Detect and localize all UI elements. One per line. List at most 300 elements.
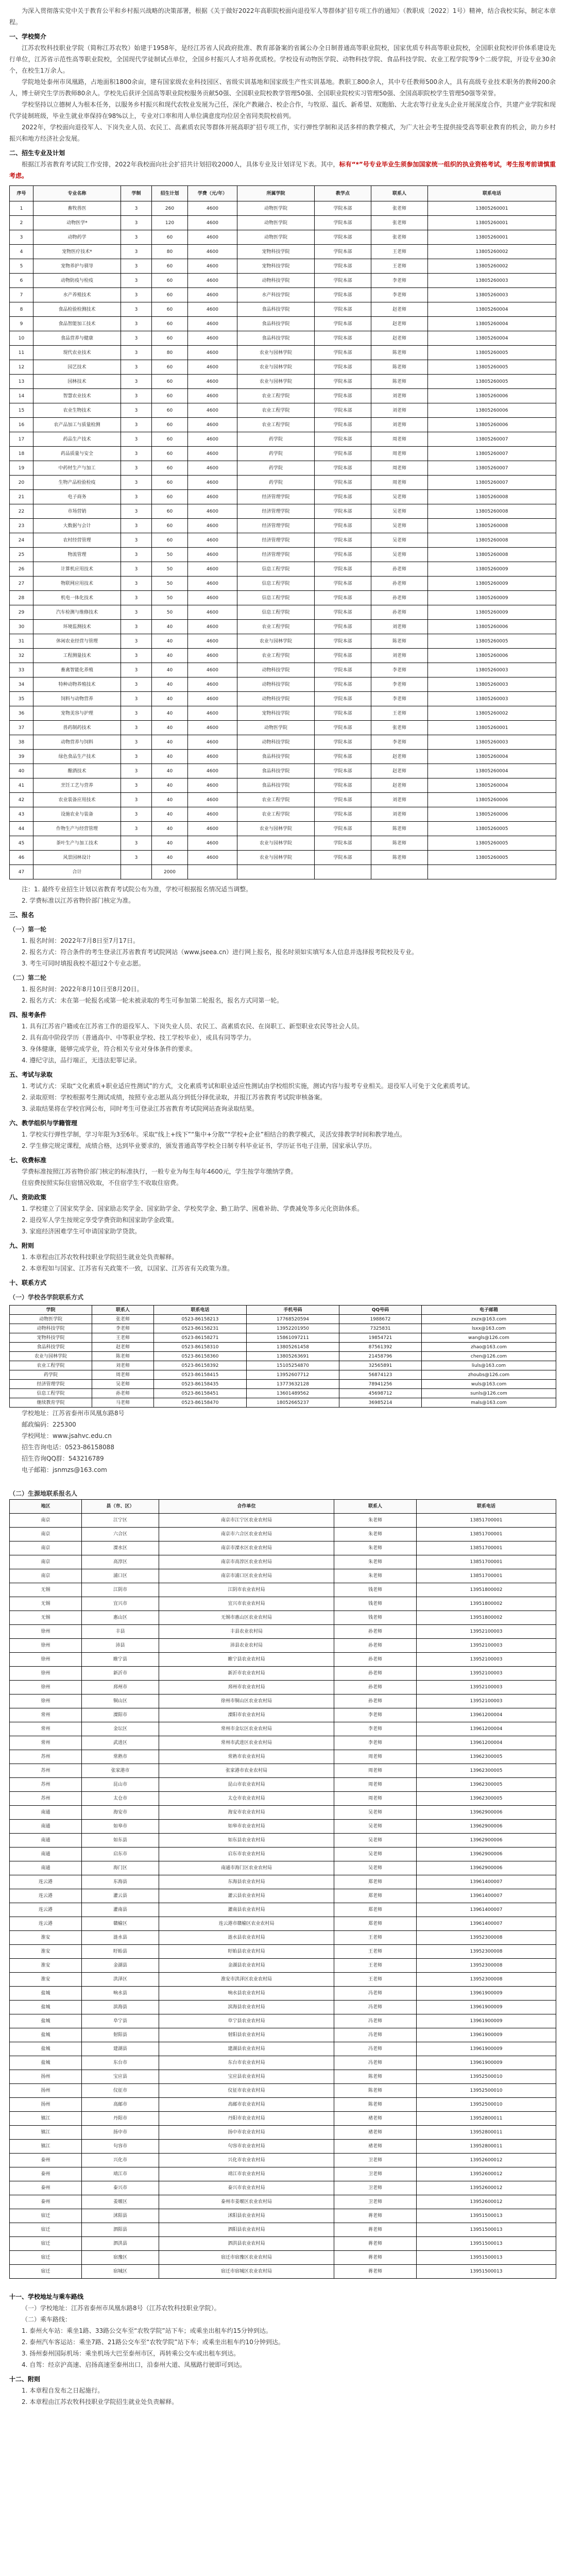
- table-cell: 李老师: [371, 663, 428, 677]
- table-cell: 高邮市: [82, 2098, 159, 2112]
- table-cell: 60: [152, 504, 188, 519]
- table-cell: 4600: [188, 216, 237, 230]
- table-cell: 徐州: [10, 1653, 82, 1667]
- table-cell: 13805260005: [428, 634, 556, 649]
- table-cell: 13952800011: [417, 2126, 556, 2140]
- table-cell: 无锡: [10, 1597, 82, 1611]
- table-cell: 4600: [188, 605, 237, 620]
- table-cell: 40: [152, 807, 188, 822]
- table-cell: 13961900009: [417, 2028, 556, 2042]
- table-row: [10, 1569, 556, 1583]
- table-cell: 刘老师: [92, 1361, 154, 1370]
- table-cell: 4600: [188, 591, 237, 605]
- table-cell: 大数据与会计: [33, 519, 121, 533]
- table-cell: 4600: [188, 288, 237, 302]
- table-cell: 药学院: [237, 432, 315, 447]
- table-cell: 4600: [188, 793, 237, 807]
- table-cell: 陈老师: [334, 2070, 417, 2084]
- table-cell: 学院本部: [315, 201, 371, 216]
- table-cell: 16: [10, 418, 33, 432]
- table-row: [10, 432, 556, 447]
- s11-para: 1. 泰州火车站：乘坐1路、33路公交车至“农牧学院”站下车；或乘坐出租车约15分钟到达。: [22, 2327, 272, 2334]
- table-cell: 13961200004: [417, 1708, 556, 1722]
- table-cell: 盱眙县: [82, 1945, 159, 1959]
- table-row: [10, 360, 556, 375]
- table-cell: 蒋老师: [334, 2237, 417, 2251]
- table-cell: 金湖县: [82, 1959, 159, 1973]
- table-cell: zhoubs@126.com: [422, 1370, 556, 1380]
- table-cell: 蒋老师: [334, 2251, 417, 2265]
- table-cell: 13961400007: [417, 1917, 556, 1931]
- table-cell: 13951500013: [417, 2251, 556, 2265]
- table-cell: 29: [10, 605, 33, 620]
- table-cell: 畜牧兽医: [33, 201, 121, 216]
- table-cell: 40: [152, 822, 188, 836]
- table-cell: 机电一体化技术: [33, 591, 121, 605]
- table-row: [10, 1834, 556, 1848]
- table-cell: 4600: [188, 807, 237, 822]
- table-cell: 50: [152, 548, 188, 562]
- table-cell: 农业与园林学院: [237, 822, 315, 836]
- table-cell: 经济管理学院: [237, 548, 315, 562]
- school-info: 电子邮箱：jsnmzs@163.com: [22, 1466, 107, 1473]
- table-cell: 扬州: [10, 2098, 82, 2112]
- table-cell: 赵老师: [92, 1343, 154, 1352]
- table-cell: 陈老师: [371, 375, 428, 389]
- table-cell: 2000: [152, 865, 188, 879]
- table-cell: 44: [10, 822, 33, 836]
- table-row: [10, 1343, 556, 1352]
- table-cell: 3: [121, 201, 152, 216]
- table-row: [10, 216, 556, 230]
- table-row: [10, 375, 556, 389]
- table-cell: 3: [121, 764, 152, 778]
- table-cell: 13952300008: [417, 1959, 556, 1973]
- table-cell: 吴老师: [371, 519, 428, 533]
- table-cell: 宝应县农业农村局: [159, 2070, 334, 2084]
- table-cell: 动物科技学院: [10, 1324, 92, 1333]
- table-row: [10, 418, 556, 432]
- table-row: [10, 1903, 556, 1917]
- table-cell: 13805260002: [428, 259, 556, 274]
- table-cell: 苏州: [10, 1778, 82, 1792]
- table-cell: 常熟市农业农村局: [159, 1750, 334, 1764]
- table-cell: 马老师: [92, 1398, 154, 1408]
- table-cell: mals@163.com: [422, 1398, 556, 1408]
- table-cell: 60: [152, 533, 188, 548]
- plan-table-header: [10, 186, 556, 201]
- table-cell: zxzx@163.com: [422, 1315, 556, 1324]
- table-row: [10, 1352, 556, 1361]
- table-row: [10, 1315, 556, 1324]
- table-cell: 药学院: [237, 447, 315, 461]
- table-cell: 继续教育学院: [10, 1398, 92, 1408]
- column-header: 联系电话: [428, 186, 556, 201]
- s3-item: 1. 报名时间：2022年8月10日至8月20日。: [22, 986, 143, 993]
- table-cell: 经济管理学院: [237, 519, 315, 533]
- table-cell: zhao@163.com: [422, 1343, 556, 1352]
- table-row: [10, 2265, 556, 2279]
- table-cell: 孙老师: [371, 562, 428, 577]
- table-cell: 13952600012: [417, 2154, 556, 2167]
- table-cell: 无锡: [10, 1611, 82, 1625]
- table-cell: 海安市农业农村局: [159, 1806, 334, 1820]
- table-cell: 动物科技学院: [237, 677, 315, 692]
- table-cell: 学院本部: [315, 504, 371, 519]
- table-cell: 5: [10, 259, 33, 274]
- table-cell: 13805260003: [428, 663, 556, 677]
- table-cell: 13952201950: [247, 1324, 339, 1333]
- table-cell: 7: [10, 288, 33, 302]
- table-cell: 农业装备应用技术: [33, 793, 121, 807]
- table-cell: 10: [10, 331, 33, 346]
- table-cell: 3: [121, 591, 152, 605]
- table-row: [10, 389, 556, 403]
- s5-para: 3. 录取结果将在学校官网公布，同时考生可登录江苏省教育考试院网站查询录取结果。: [22, 1105, 259, 1112]
- table-cell: 赵老师: [371, 778, 428, 793]
- table-cell: [315, 865, 371, 879]
- table-cell: 食品营养与健康: [33, 331, 121, 346]
- table-cell: 李老师: [371, 274, 428, 288]
- table-cell: 仪征市: [82, 2084, 159, 2098]
- table-cell: 动物科技学院: [237, 735, 315, 750]
- table-cell: 13805260008: [428, 504, 556, 519]
- table-cell: 南京市六合区农业农村局: [159, 1528, 334, 1541]
- table-cell: 4600: [188, 274, 237, 288]
- table-cell: 如皋市: [82, 1820, 159, 1834]
- table-cell: 动物医学院: [10, 1315, 92, 1324]
- table-cell: 3: [121, 259, 152, 274]
- table-row: [10, 2140, 556, 2154]
- table-cell: 铜山区: [82, 1694, 159, 1708]
- table-row: [10, 1708, 556, 1722]
- table-cell: 4600: [188, 317, 237, 331]
- table-cell: 兽药制药技术: [33, 721, 121, 735]
- table-row: [10, 1324, 556, 1333]
- table-row: [10, 1722, 556, 1736]
- table-row: [10, 1931, 556, 1945]
- table-cell: 赵老师: [371, 317, 428, 331]
- table-cell: 13805260002: [428, 706, 556, 721]
- table-cell: 学院本部: [315, 375, 371, 389]
- table-cell: 新沂市: [82, 1667, 159, 1681]
- table-cell: 13962300005: [417, 1750, 556, 1764]
- table-cell: 17768520594: [247, 1315, 339, 1324]
- table-cell: 3: [121, 750, 152, 764]
- table-cell: 13952300008: [417, 1973, 556, 1987]
- table-cell: 启东市: [82, 1848, 159, 1861]
- table-cell: 13952100003: [417, 1694, 556, 1708]
- table-cell: 惠山区: [82, 1611, 159, 1625]
- table-cell: 吴老师: [334, 1834, 417, 1848]
- table-cell: 学院本部: [315, 317, 371, 331]
- table-cell: 60: [152, 490, 188, 504]
- column-header: 合作单位: [159, 1500, 334, 1514]
- table-cell: 南通: [10, 1834, 82, 1848]
- table-row: [10, 851, 556, 865]
- table-cell: 13851700001: [417, 1528, 556, 1541]
- table-cell: 高邮市农业农村局: [159, 2098, 334, 2112]
- table-cell: 40: [152, 663, 188, 677]
- table-cell: 南通: [10, 1806, 82, 1820]
- table-cell: 宠物养护与驯导: [33, 259, 121, 274]
- table-cell: 13952800011: [417, 2140, 556, 2154]
- table-cell: 19: [10, 461, 33, 476]
- table-cell: 13962900006: [417, 1834, 556, 1848]
- table-cell: 武进区: [82, 1736, 159, 1750]
- table-cell: 1988672: [339, 1315, 422, 1324]
- table-cell: 4600: [188, 721, 237, 735]
- table-cell: 4600: [188, 735, 237, 750]
- table-cell: 13851700001: [417, 1541, 556, 1555]
- table-cell: 动物科技学院: [237, 692, 315, 706]
- table-cell: 南京市溧水区农业农村局: [159, 1541, 334, 1555]
- table-cell: 4600: [188, 562, 237, 577]
- table-cell: 信息工程学院: [237, 605, 315, 620]
- table-cell: 建湖县: [82, 2042, 159, 2056]
- table-cell: 镇江: [10, 2126, 82, 2140]
- table-cell: 连云港: [10, 1917, 82, 1931]
- table-cell: 沭阳县农业农村局: [159, 2209, 334, 2223]
- table-cell: 南通: [10, 1861, 82, 1875]
- table-cell: 4: [10, 245, 33, 259]
- table-row: [10, 1611, 556, 1625]
- table-row: [10, 1667, 556, 1681]
- column-header: 学费（元/年）: [188, 186, 237, 201]
- table-cell: 吴老师: [371, 504, 428, 519]
- table-cell: 盐城: [10, 2001, 82, 2014]
- table-cell: 3: [121, 302, 152, 317]
- table-cell: 园艺技术: [33, 360, 121, 375]
- column-header: 教学点: [315, 186, 371, 201]
- table-cell: 13805260006: [428, 389, 556, 403]
- table-cell: 无锡: [10, 1583, 82, 1597]
- table-cell: 3: [121, 620, 152, 634]
- table-cell: 农业与园林学院: [237, 375, 315, 389]
- table-cell: 信息工程学院: [10, 1389, 92, 1398]
- table-row: [10, 504, 556, 519]
- table-cell: 灌云县: [82, 1889, 159, 1903]
- table-cell: 13952600012: [417, 2181, 556, 2195]
- table-row: [10, 1398, 556, 1408]
- table-cell: 4600: [188, 548, 237, 562]
- section-7-title: 七、收费标准: [9, 1157, 47, 1164]
- table-cell: 13805260004: [428, 778, 556, 793]
- table-cell: 学院本部: [315, 735, 371, 750]
- table-cell: 信息工程学院: [237, 591, 315, 605]
- table-cell: 13952100003: [417, 1681, 556, 1694]
- table-cell: 响水县农业农村局: [159, 1987, 334, 2001]
- school-info: 学校网址：www.jsahvc.edu.cn: [22, 1432, 112, 1439]
- table-cell: 13805260005: [428, 360, 556, 375]
- table-cell: 4600: [188, 375, 237, 389]
- table-cell: 3: [121, 519, 152, 533]
- table-cell: 学院本部: [315, 259, 371, 274]
- table-cell: 学院本部: [315, 216, 371, 230]
- table-row: [10, 1848, 556, 1861]
- table-cell: 宿迁市宿豫区农业农村局: [159, 2251, 334, 2265]
- table-cell: 宿豫区: [82, 2251, 159, 2265]
- table-cell: 4600: [188, 778, 237, 793]
- column-header: 电子邮箱: [422, 1306, 556, 1315]
- table-cell: 13: [10, 375, 33, 389]
- table-cell: 19854721: [339, 1333, 422, 1343]
- table-cell: 宿迁: [10, 2265, 82, 2279]
- table-cell: 9: [10, 317, 33, 331]
- table-cell: 句容市: [82, 2140, 159, 2154]
- table-row: [10, 778, 556, 793]
- table-cell: 周老师: [334, 1778, 417, 1792]
- table-row: [10, 1806, 556, 1820]
- table-cell: 60: [152, 447, 188, 461]
- s6-para: 1. 学校实行弹性学制，学习年限为3至6年。采取“线上+线下”“集中+分散”“学校+企业”相结合的教学模式，灵活安排教学时间和教学地点。: [22, 1131, 406, 1138]
- table-cell: 食品科技学院: [237, 302, 315, 317]
- table-cell: 王老师: [334, 1945, 417, 1959]
- table-row: [10, 1792, 556, 1806]
- table-cell: 宿迁: [10, 2209, 82, 2223]
- table-cell: 邳州市: [82, 1681, 159, 1694]
- table-cell: 3: [121, 375, 152, 389]
- table-cell: 吴老师: [92, 1380, 154, 1389]
- table-cell: 溧阳市农业农村局: [159, 1708, 334, 1722]
- table-cell: 学院本部: [315, 403, 371, 418]
- table-cell: 4600: [188, 634, 237, 649]
- table-cell: 特种动物养殖技术: [33, 677, 121, 692]
- table-cell: 13952100003: [417, 1653, 556, 1667]
- table-cell: 农业与园林学院: [237, 360, 315, 375]
- table-row: [10, 403, 556, 418]
- table-cell: 4600: [188, 461, 237, 476]
- table-cell: 昆山市: [82, 1778, 159, 1792]
- table-cell: 学院本部: [315, 836, 371, 851]
- table-cell: 丰县: [82, 1625, 159, 1639]
- table-cell: 农业工程学院: [237, 793, 315, 807]
- table-cell: 4600: [188, 259, 237, 274]
- table-cell: 学院本部: [315, 418, 371, 432]
- s4-para: 3. 身体健康，能够完成学业，符合相关专业对身体条件的要求。: [22, 1045, 197, 1053]
- table-cell: 0523-86158310: [154, 1343, 247, 1352]
- table-cell: 13805260006: [428, 793, 556, 807]
- table-cell: 经济管理学院: [237, 533, 315, 548]
- section-12-title: 十二、附则: [9, 2376, 41, 2383]
- table-cell: 学院本部: [315, 822, 371, 836]
- table-row: [10, 1889, 556, 1903]
- table-row: [10, 822, 556, 836]
- column-header: 联系人: [371, 186, 428, 201]
- table-cell: 13805260007: [428, 461, 556, 476]
- table-cell: 13805260003: [428, 274, 556, 288]
- table-row: [10, 1514, 556, 1528]
- table-row: [10, 346, 556, 360]
- table-cell: chen@126.com: [422, 1352, 556, 1361]
- table-cell: 4600: [188, 490, 237, 504]
- table-cell: 响水县: [82, 1987, 159, 2001]
- table-row: [10, 649, 556, 663]
- s5-para: 1. 考试方式：采取“文化素质+职业适应性测试”的方式，文化素质考试和职业适应性测试由学校组织实施，测试内容与报考专业相关。退役军人可免于文化素质考试。: [22, 1082, 474, 1090]
- table-cell: 盐城: [10, 1987, 82, 2001]
- table-cell: 40: [152, 793, 188, 807]
- table-cell: 宝应县: [82, 2070, 159, 2084]
- table-cell: 苏州: [10, 1764, 82, 1778]
- table-cell: 41: [10, 778, 33, 793]
- table-cell: 3: [121, 476, 152, 490]
- table-cell: 0523-86158435: [154, 1380, 247, 1389]
- table-cell: 3: [121, 432, 152, 447]
- table-cell: 13805260006: [428, 807, 556, 822]
- s7-para: 学费标准按照江苏省物价部门核定的标准执行，一般专业为每生每年4600元，学生按学年缴纳学费。: [22, 1168, 297, 1175]
- table-cell: 3: [121, 389, 152, 403]
- table-cell: 昆山市农业农村局: [159, 1778, 334, 1792]
- table-cell: 泗阳县: [82, 2223, 159, 2237]
- table-cell: 13805260008: [428, 490, 556, 504]
- table-cell: 刘老师: [371, 793, 428, 807]
- table-cell: 淮安: [10, 1973, 82, 1987]
- table-cell: 徐州: [10, 1625, 82, 1639]
- table-cell: 阜宁县农业农村局: [159, 2014, 334, 2028]
- section-2-title: 二、招生专业及计划: [9, 149, 65, 157]
- table-row: [10, 2084, 556, 2098]
- header-row: [10, 186, 556, 201]
- table-cell: 学院本部: [315, 605, 371, 620]
- table-cell: 动物科技学院: [237, 663, 315, 677]
- table-cell: 射阳县农业农村局: [159, 2028, 334, 2042]
- table-cell: 4600: [188, 533, 237, 548]
- table-cell: 周老师: [334, 1792, 417, 1806]
- table-cell: 4600: [188, 706, 237, 721]
- table-cell: 南京市浦口区农业农村局: [159, 1569, 334, 1583]
- table-cell: 食品科技学院: [10, 1343, 92, 1352]
- table-cell: 40: [10, 764, 33, 778]
- table-cell: 吴老师: [371, 533, 428, 548]
- table-cell: 泰州: [10, 2154, 82, 2167]
- table-cell: 孙老师: [92, 1389, 154, 1398]
- table-cell: 13961900009: [417, 1987, 556, 2001]
- table-cell: 13805260004: [428, 764, 556, 778]
- table-cell: 孙老师: [334, 1681, 417, 1694]
- table-cell: 高淳区: [82, 1555, 159, 1569]
- table-cell: 40: [152, 634, 188, 649]
- table-cell: 13805260004: [428, 750, 556, 764]
- table-row: [10, 2028, 556, 2042]
- table-cell: 张老师: [371, 230, 428, 245]
- school-info: 招生咨询电话：0523-86158088: [22, 1444, 114, 1451]
- table-row: [10, 1625, 556, 1639]
- table-cell: 学院本部: [315, 245, 371, 259]
- table-cell: 泰州: [10, 2181, 82, 2195]
- table-cell: 13961900009: [417, 2042, 556, 2056]
- table-cell: 13952100003: [417, 1667, 556, 1681]
- table-cell: 计算机应用技术: [33, 562, 121, 577]
- table-cell: 4600: [188, 331, 237, 346]
- table-cell: 苏州: [10, 1792, 82, 1806]
- table-row: [10, 1764, 556, 1778]
- table-row: [10, 692, 556, 706]
- table-cell: 21458796: [339, 1352, 422, 1361]
- table-row: [10, 1639, 556, 1653]
- table-cell: 农业工程学院: [237, 807, 315, 822]
- table-cell: 60: [152, 476, 188, 490]
- table-row: [10, 201, 556, 216]
- s4-para: 4. 遵纪守法，品行端正，无违法犯罪记录。: [22, 1057, 141, 1064]
- college-contact-table: [9, 1305, 556, 1408]
- table-cell: 50: [152, 562, 188, 577]
- table-cell: 工程测量技术: [33, 649, 121, 663]
- table-cell: 21: [10, 490, 33, 504]
- s1-para: 2022年，学校面向退役军人、下岗失业人员、农民工、高素质农民等群体开展高职扩招专项工作，实行弹性学制和灵活多样的教学模式，为广大社会考生提供接受高等职业教育的机会，助力乡村振兴和地方经济社会发展。: [9, 124, 556, 142]
- table-cell: 60: [152, 418, 188, 432]
- table-cell: 动物药学: [33, 230, 121, 245]
- table-row: [10, 1333, 556, 1343]
